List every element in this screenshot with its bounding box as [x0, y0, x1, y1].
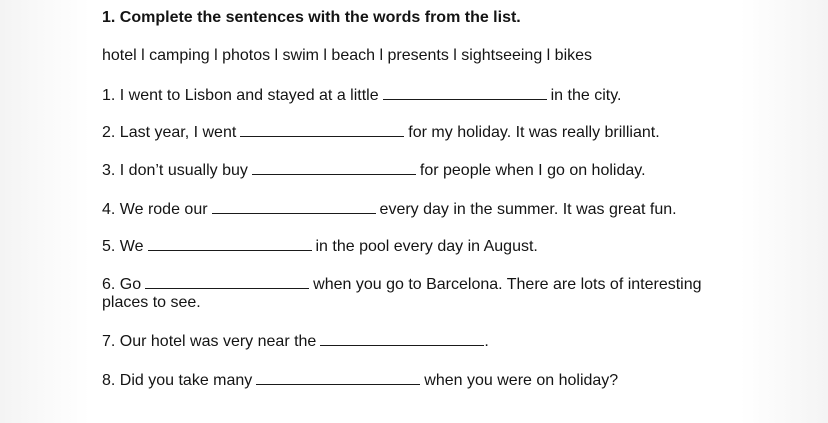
sentence-text-after: in the city.	[550, 87, 622, 104]
sentence-7	[102, 331, 489, 351]
sentence-4	[102, 199, 677, 219]
sentence-text-after: when you were on holiday?	[424, 372, 619, 389]
answer-blank[interactable]	[148, 236, 312, 251]
sentence-text-before: 7. Our hotel was very near the	[102, 333, 317, 350]
answer-blank[interactable]	[256, 370, 420, 385]
answer-blank[interactable]	[212, 199, 376, 214]
sentence-text-after: in the pool every day in August.	[315, 238, 538, 255]
word-list: hotel l camping l photos l swim l beach l presents l sightseeing l bikes	[102, 47, 593, 64]
sentence-text-before: 5. We	[102, 238, 144, 255]
sentence-text-after: for people when I go on holiday.	[419, 162, 646, 179]
answer-blank[interactable]	[240, 122, 404, 137]
sentence-6-continuation: places to see.	[102, 294, 201, 311]
sentence-text-after: every day in the summer. It was great fun.	[379, 201, 677, 218]
answer-blank[interactable]	[383, 85, 547, 100]
sentence-8	[102, 370, 618, 390]
sentence-text-before: 6. Go	[102, 276, 142, 293]
sentence-text-after: when you go to Barcelona. There are lots of interesting	[313, 276, 702, 293]
sentence-5	[102, 236, 538, 256]
sentence-3	[102, 160, 646, 180]
exercise-title: 1. Complete the sentences with the words from the list.	[102, 9, 521, 26]
sentence-2	[102, 122, 660, 142]
answer-blank[interactable]	[145, 274, 309, 289]
sentence-1	[102, 85, 621, 105]
sentence-text-after: for my holiday. It was really brilliant.	[408, 124, 660, 141]
sentence-text-before: 1. I went to Lisbon and stayed at a little	[102, 87, 379, 104]
answer-blank[interactable]	[252, 160, 416, 175]
sentence-text-before: 3. I don’t usually buy	[102, 162, 248, 179]
sentence-text-after: .	[484, 333, 489, 350]
sentence-text-before: 2. Last year, I went	[102, 124, 237, 141]
sentence-text-before: 8. Did you take many	[102, 372, 253, 389]
answer-blank[interactable]	[320, 331, 484, 346]
sentence-6	[102, 274, 702, 294]
sentence-text-before: 4. We rode our	[102, 201, 208, 218]
